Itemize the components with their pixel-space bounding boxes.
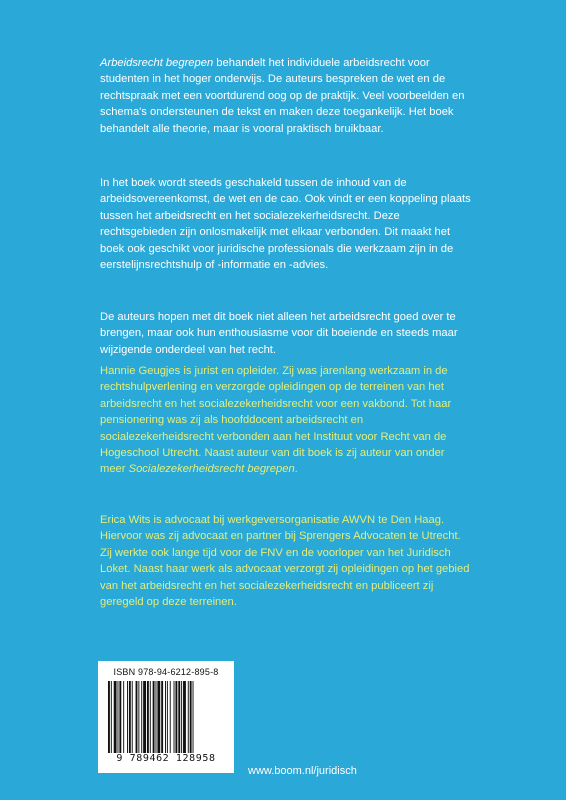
barcode-bar (161, 681, 163, 753)
barcode-bar (119, 681, 121, 753)
barcode-bar (150, 681, 151, 753)
blurb-paragraph-2: In het boek wordt steeds geschakeld tussen de inhoud van de arbeidsovereenkomst, de wet en de cao. Ook vindt er een koppeling plaats tussen het arbeidsrecht en het socialezekerheidsrecht. Deze rechtsgebieden zijn onlosmakelijk met elkaar verbonden. Dit maakt het boek ook geschikt voor juridische professionals die werkzaam zijn in de eerstelijnsrechtshulp of -informatie en -advies. (100, 177, 471, 272)
barcode-bar (114, 681, 117, 753)
barcode-bar (188, 681, 189, 753)
barcode-digits: 9 789462 128958 (116, 753, 216, 764)
barcode-bar (178, 681, 180, 753)
barcode-bar (181, 681, 182, 753)
related-book-title-italic: Socialezekerheidsrecht begrepen (128, 463, 295, 476)
blurb-paragraph-1 (100, 55, 472, 137)
barcode-bar (141, 681, 142, 753)
author-bio-hannie (100, 363, 472, 478)
barcode-bar (193, 681, 194, 753)
barcode-icon (106, 681, 226, 753)
barcode-bar (153, 681, 155, 753)
barcode-bar (167, 681, 168, 753)
barcode-bar (129, 681, 131, 753)
isbn-label: ISBN 978-94-6212-895-8 (113, 667, 219, 677)
barcode-bar (118, 681, 119, 753)
barcode-bar (143, 681, 146, 753)
blurb-paragraph-3: De auteurs hopen met dit boek niet alleen het arbeidsrecht goed over te brengen, maar ook hun enthousiasme voor dit boeiende en steeds maar wijzigende onderdeel van het recht. (100, 311, 458, 356)
barcode-bar (138, 681, 139, 753)
barcode-bar (156, 681, 157, 753)
barcode-bar (111, 681, 112, 753)
barcode-bar (123, 681, 124, 753)
author-bio-hannie-end: . (294, 463, 298, 476)
barcode-bar (165, 681, 166, 753)
barcode-bar (174, 681, 175, 753)
blurb-paragraph-1-text: behandelt het individuele arbeidsrecht voor studenten in het hoger onderwijs. De auteurs bespreken de wet en de rechtspraak met een voortdurend oog op de praktijk. Veel voorbeelden en schema's ondersteunen de tekst en maken deze toegankelijk. Het boek behandelt alle theorie, maar is vooral praktisch bruikbaar. (100, 57, 465, 135)
author-bio-erica: Erica Wits is advocaat bij werkgeversorganisatie AWVN te Den Haag. Hiervoor was zij advocaat en partner bij Sprengers Advocaten te Utrecht. Zij werkte ook lange tijd voor de FNV en de voorloper van het Juridisch Loket. Naast haar werk als advocaat verzorgt zij opleidingen op het gebied van het arbeidsrecht en het socialezekerheidsrecht en publiceert zij geregeld op deze terreinen. (100, 514, 470, 609)
barcode-bar (170, 681, 171, 753)
barcode-bar (157, 681, 160, 753)
barcode-bar (132, 681, 133, 753)
author-bio-hannie-text: Hannie Geugjes is jurist en opleider. Zij was jarenlang werkzaam in de rechtshulpverlening en verzorgde opleidingen op de terreinen van het arbeidsrecht en het socialezekerheidsrecht voor een vakbond. Tot haar pensionering was zij als hoofddocent arbeidsrecht en socialezekerheidsrecht verbonden aan het Instituut voor Recht van de Hogeschool Utrecht. Naast auteur van dit boek is zij auteur van onder meer (100, 365, 452, 476)
barcode-panel (98, 661, 234, 773)
barcode-bar (136, 681, 138, 753)
barcode-bar (175, 681, 177, 753)
barcode-bar (183, 681, 186, 753)
book-title-italic: Arbeidsrecht begrepen (100, 57, 214, 69)
barcode-bar (147, 681, 149, 753)
barcode-bar (108, 681, 110, 753)
barcode-bar (190, 681, 192, 753)
barcode-bar (127, 681, 128, 753)
publisher-website: www.boom.nl/juridisch (248, 765, 357, 777)
